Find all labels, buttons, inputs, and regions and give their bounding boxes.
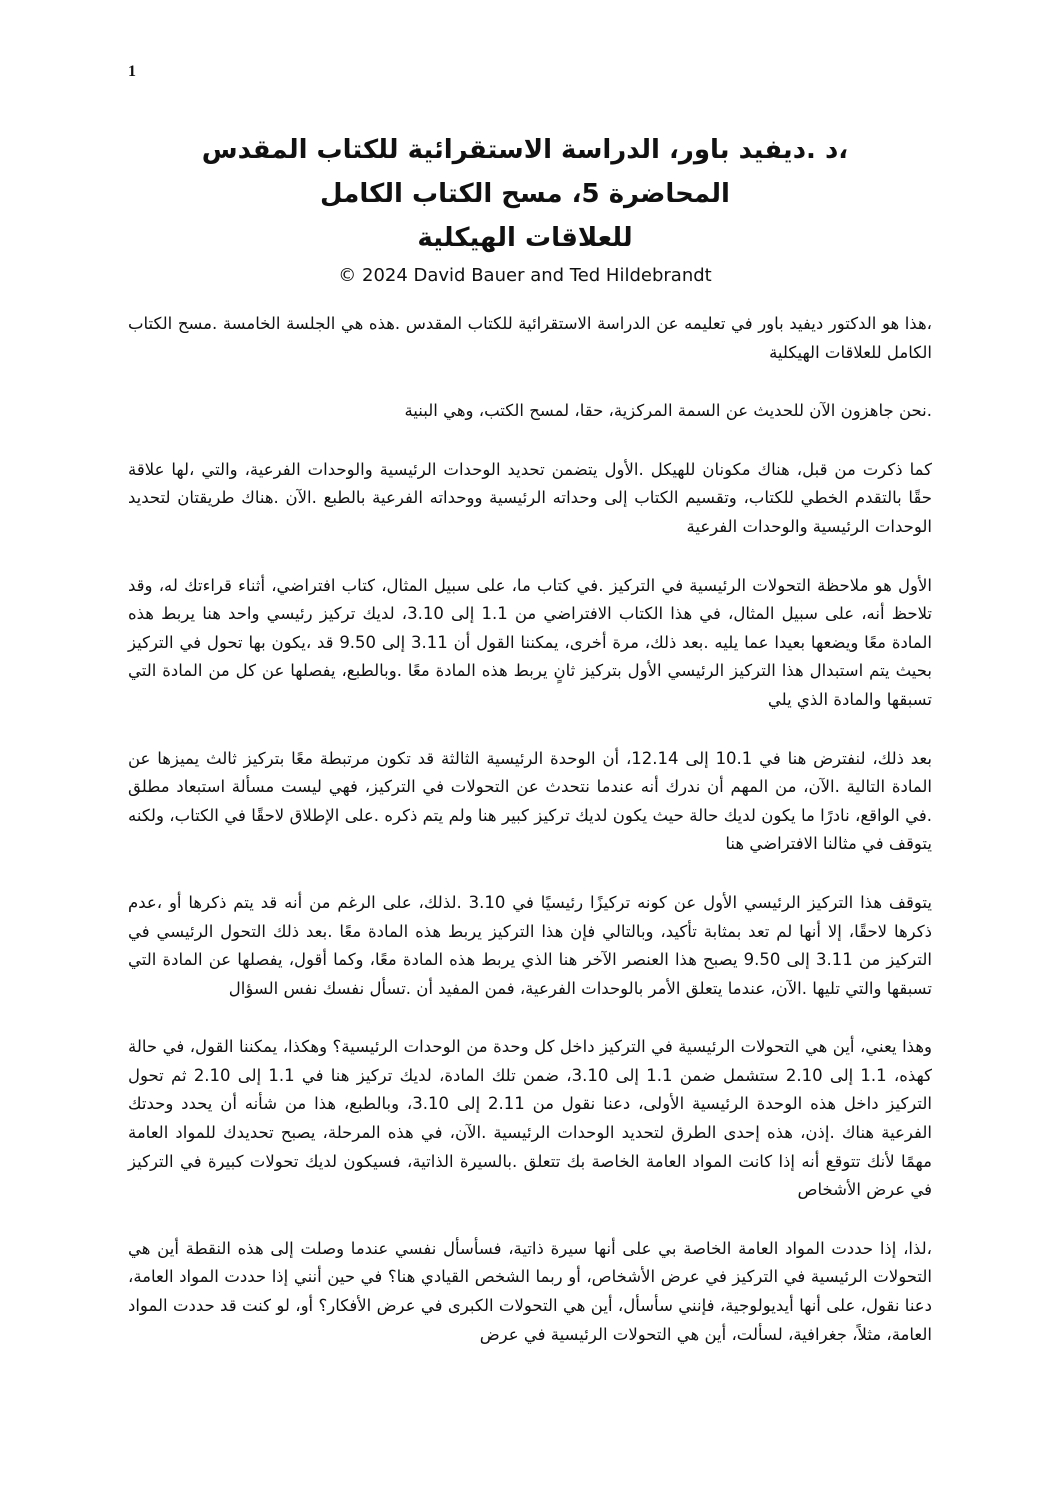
title-line-1: ،د .ديفيد باور، الدراسة الاستقرائية للكتاب المقدس [201, 135, 849, 165]
title-line-3: للعلاقات الهيكلية [417, 223, 633, 253]
document-title [120, 128, 930, 290]
paragraph: ،هذا هو الدكتور ديفيد باور في تعليمه عن الدراسة الاستقرائية للكتاب المقدس .هذه هي الجلسة الخامسة .مسح الكتاب الكامل للعلاقات الهيكلية [128, 314, 932, 362]
paragraph: يتوقف هذا التركيز الرئيسي الأول عن كونه تركيزًا رئيسيًا في 3.10 .لذلك، على الرغم من أنه قد يتم ذكرها أو ،عدم ذكرها لاحقًا، إلا أنها لم تعد بمثابة تأكيد، وبالتالي فإن هذا التركيز يربط هذه المادة معًا .بعد ذلك التحول الرئيسي في التركيز من 3.11 إلى 9.50 يصبح هذا العنصر الآخر هنا الذي يربط هذه المادة معًا، وكما أقول، يفصلها عن المادة التي تسبقها والتي تليها .الآن، عندما يتعلق الأمر بالوحدات الفرعية، فمن المفيد أن .تسأل نفسك نفس السؤال [128, 892, 933, 998]
paragraph: ،لذا، إذا حددت المواد العامة الخاصة بي على أنها سيرة ذاتية، فسأسأل نفسي عندما وصلت إلى هذه النقطة أين هي التحولات الرئيسية في التركيز في عرض الأشخاص، أو ربما الشخص القيادي هنا؟ في حين أنني إذا حددت المواد العامة، دعنا نقول، على أنها أيديولوجية، فإنني سأسأل، أين هي التحولات الكبرى في عرض الأفكار؟ أو، لو كنت قد حددت المواد العامة، مثلاً، جغرافية، لسألت، أين هي التحولات الرئيسية في عرض [128, 1238, 932, 1344]
title-line-2: المحاضرة 5، مسح الكتاب الكامل [320, 179, 730, 209]
copyright-notice: © 2024 David Bauer and Ted Hildebrandt [338, 265, 712, 286]
paragraph: بعد ذلك، لنفترض هنا في 10.1 إلى 12.14، أن الوحدة الرئيسية الثالثة قد تكون مرتبطة معًا بتركيز ثالث يميزها عن المادة التالية .الآن، من المهم أن ندرك أنه عندما نتحدث عن التحولات في التركيز، فهي ليست مسألة استبعاد مطلق .في الواقع، نادرًا ما يكون لديك حالة حيث يكون لديك تركيز كبير هنا ولم يتم ذكره .على الإطلاق لاحقًا في الكتاب، ولكنه يتوقف في مثالنا الافتراضي هنا [128, 748, 932, 854]
paragraph: الأول هو ملاحظة التحولات الرئيسية في التركيز .في كتاب ما، على سبيل المثال، كتاب افتراضي، أثناء قراءتك له، وقد تلاحظ أنه، على سبيل المثال، في هذا الكتاب الافتراضي من 1.1 إلى 3.10، لديك تركيز رئيسي واحد هنا يربط هذه المادة معًا ويضعها بعيدا عما يليه .بعد ذلك، مرة أخرى، يمكننا القول أن 3.11 إلى 9.50 قد ،يكون بها تحول في التركيز بحيث يتم استبدال هذا التركيز الرئيسي الأول بتركيز ثانٍ يربط هذه المادة معًا .وبالطبع، يفصلها عن كل من المادة التي تسبقها والمادة الذي يلي [128, 575, 933, 709]
paragraph: كما ذكرت من قبل، هناك مكونان للهيكل .الأول يتضمن تحديد الوحدات الرئيسية والوحدات الفرعية، والتي ،لها علاقة حقًا بالتقدم الخطي للكتاب، وتقسيم الكتاب إلى وحداته الرئيسية ووحداته الفرعية بالطبع .الآن .هناك طريقتان لتحديد الوحدات الرئيسية والوحدات الفرعية [128, 459, 932, 536]
document-body [128, 310, 932, 1379]
paragraph: وهذا يعني، أين هي التحولات الرئيسية في التركيز داخل كل وحدة من الوحدات الرئيسية؟ وهكذا، يمكننا القول، في حالة كهذه، 1.1 إلى 2.10 ستشمل ضمن 1.1 إلى 3.10، ضمن تلك المادة، لديك تركيز هنا في 1.1 إلى 2.10 ثم تحول التركيز داخل هذه الوحدة الرئيسية الأولى، دعنا نقول من 2.11 إلى 3.10، وبالطبع، هذا من شأنه أن يحدد وحدتك الفرعية هناك .إذن، هذه إحدى الطرق لتحديد الوحدات الرئيسية .الآن، في هذه المرحلة، يصبح تحديدك للمواد العامة مهمًا لأنك تتوقع أنه إذا كانت المواد العامة الخاصة بك تتعلق .بالسيرة الذاتية، فسيكون لديك تحولات كبيرة في التركيز في عرض الأشخاص [128, 1037, 932, 1200]
paragraph: .نحن جاهزون الآن للحديث عن السمة المركزية، حقا، لمسح الكتب، وهي البنية [404, 401, 932, 421]
page-number: 1 [128, 63, 136, 80]
